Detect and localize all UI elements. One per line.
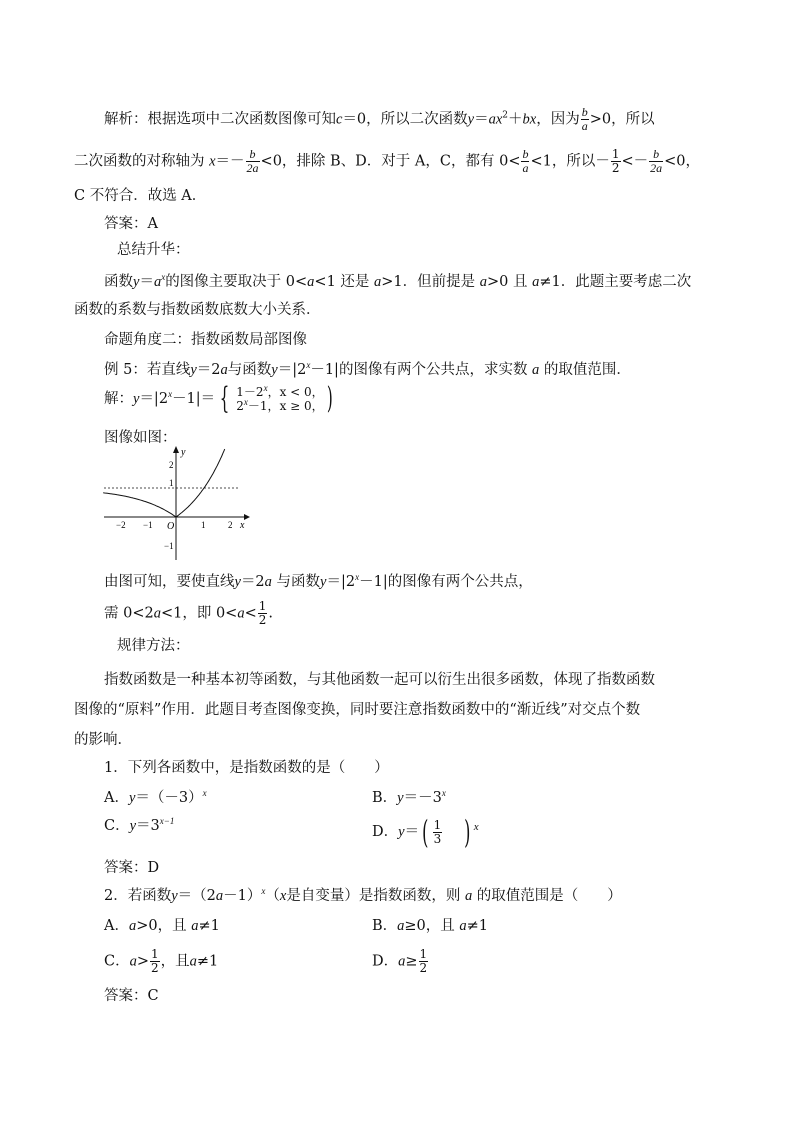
- fraction-b-over-2a-2: $\frac{b}{2a}$: [650, 147, 663, 175]
- tick-x-2: 2: [228, 520, 233, 530]
- method-line-3: 的影响．: [74, 732, 132, 748]
- question-2-answer: 答案：C: [104, 988, 159, 1004]
- tick-x-neg1: −1: [143, 520, 153, 530]
- question-2-option-c: C．a> $\frac{1}{2}$ ，且a≠1: [104, 947, 219, 975]
- question-1-option-b: B．$y=-3^x$: [372, 788, 446, 806]
- answer-main: 答案：A: [104, 216, 158, 232]
- question-2-option-a: A．a>0，且 a≠1: [104, 918, 220, 934]
- question-2-option-b: B．a≥0，且 a≠1: [372, 918, 489, 934]
- y-axis-label: y: [181, 447, 186, 458]
- x-axis-arrow: [244, 514, 250, 520]
- curve-left-branch: [103, 493, 176, 517]
- fraction-one-half-d: $\frac{1}{2}$: [419, 947, 428, 975]
- method-line-2: 图像的“原料”作用．此题目考查图像变换，同时要注意指数函数中的“渐近线”对交点个数: [74, 702, 641, 718]
- tick-y-2: 2: [169, 460, 174, 470]
- question-2-stem: 2．若函数$y=(2a-1)^x(x$是自变量）是指数函数，则 a 的取值范围是（ ）: [104, 886, 622, 904]
- fraction-b-over-a-2: $\frac{b}{a}$: [522, 147, 529, 175]
- fraction-1-over-2: $\frac{1}{2}$: [611, 147, 620, 175]
- summary-title: 总结升华：: [117, 242, 190, 258]
- conclusion-line-2: 需 0<2a<1，即 0<a< $\frac{1}{2}$ .: [104, 599, 273, 627]
- question-1-option-d: D．y＝( $\frac{1}{3}$ ) $^x$: [372, 813, 479, 851]
- fraction-one-half: $\frac{1}{2}$: [258, 599, 267, 627]
- question-1-answer: 答案：D: [104, 860, 160, 876]
- question-1-option-a: A．$y=(-3)^x$: [104, 788, 207, 806]
- question-1-option-c: C．$y=3^{x-1}$: [104, 816, 175, 834]
- origin-label: O: [167, 521, 175, 532]
- conclusion-line-1: 由图可知，要使直线y＝2a 与函数$y=|2^x-1|$的图像有两个公共点，: [104, 572, 533, 590]
- summary-line-1: 函数$y=a^x$的图像主要取决于 0<a<1 还是 a>1．但前提是 a>0 且 a≠1．此题主要考虑二次: [104, 272, 692, 290]
- y-axis-arrow: [173, 446, 179, 453]
- x-axis-label: x: [240, 520, 245, 531]
- method-line-1: 指数函数是一种基本初等函数，与其他函数一起可以衍生出很多函数，体现了指数函数: [104, 672, 655, 688]
- graph-label: 图像如图：: [104, 430, 177, 446]
- piecewise-cases: $1-2^x$，x < 0， $2^x-1$，x ≥ 0，: [236, 383, 324, 413]
- example-5: 例 5：若直线y＝2a与函数$y=|2^x-1|$的图像有两个公共点，求实数 a 的取值范围．: [104, 360, 631, 378]
- fraction-one-half-c: $\frac{1}{2}$: [151, 947, 159, 975]
- right-paren: ): [326, 381, 333, 416]
- tick-x-neg2: −2: [116, 520, 126, 530]
- summary-line-2: 函数的系数与指数函数底数大小关系．: [74, 302, 321, 318]
- curve-right-branch: [176, 449, 225, 517]
- analysis-line-2: 二次函数的对称轴为 x＝－ $\frac{b}{2a}$ <0，排除 B、D．对于 A，C，都有 0< $\frac{b}{a}$ <1，所以－ $\frac{1}{2}$ <－ $\frac{b}{2a}$ <0，: [74, 147, 701, 175]
- fraction-b-over-2a: $\frac{b}{2a}$: [246, 147, 259, 175]
- question-1-stem: 1．下列各函数中，是指数函数的是（ ）: [104, 760, 389, 776]
- analysis-line-1: 解析：根据选项中二次函数图像可知c＝0，所以二次函数$y=ax^2+bx$，因为 $\frac{b}{a}$ >0，所以: [104, 105, 655, 133]
- exponential-graph: [100, 446, 250, 562]
- tick-y-1: 1: [169, 478, 174, 488]
- fraction-one-third: $\frac{1}{3}$: [433, 817, 442, 846]
- tick-x-1: 1: [201, 520, 206, 530]
- question-2-option-d: D．a≥ $\frac{1}{2}$: [372, 947, 428, 975]
- analysis-line-3: C 不符合．故选 A．: [74, 188, 207, 204]
- fraction-b-over-a: $\frac{b}{a}$: [581, 105, 588, 133]
- solution-piecewise: 解：$y=|2^x-1|=$ { $1-2^x$，x < 0， $2^x-1$，x ≥ 0， ): [104, 381, 333, 416]
- tick-y-neg1: −1: [164, 541, 174, 551]
- angle-heading: 命题角度二：指数函数局部图像: [104, 332, 307, 348]
- left-brace: {: [219, 381, 230, 416]
- method-title: 规律方法：: [117, 638, 190, 654]
